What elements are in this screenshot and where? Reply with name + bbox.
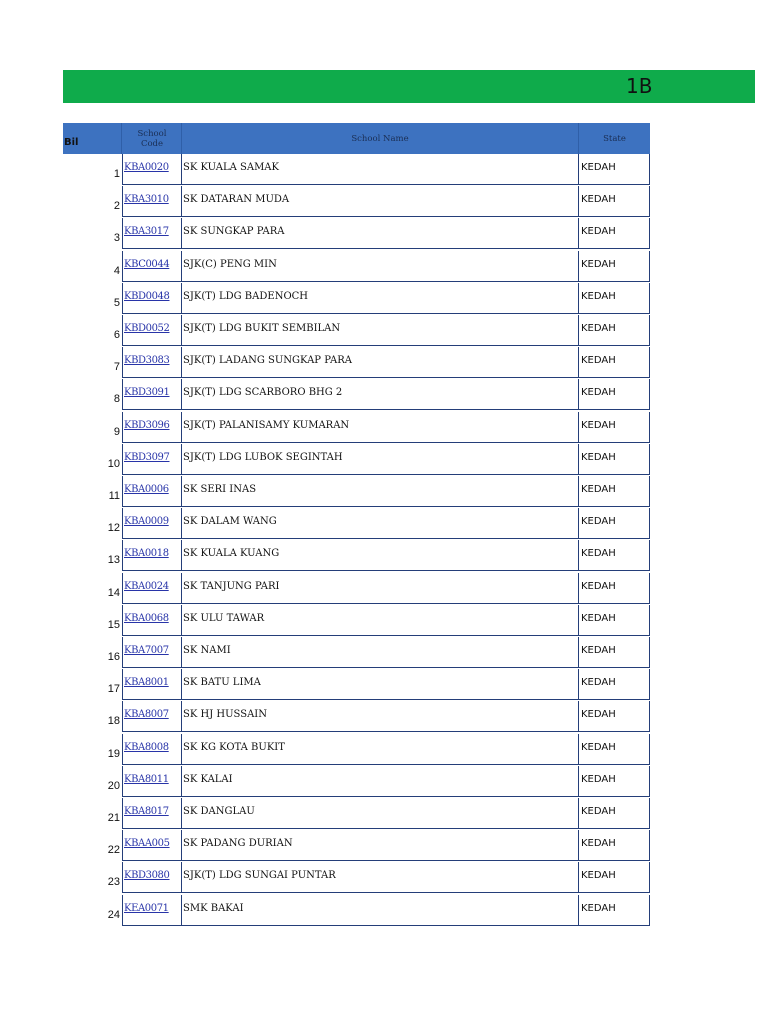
school-name-cell: SK SERI INAS	[181, 476, 579, 507]
school-code-link[interactable]: KBD3097	[124, 451, 170, 463]
school-name-cell: SJK(T) LDG LUBOK SEGINTAH	[181, 444, 579, 475]
table-row	[0, 186, 768, 218]
school-code-link[interactable]: KBC0044	[124, 258, 170, 270]
row-number: 21	[107, 812, 120, 824]
table-row	[0, 701, 768, 733]
table-row	[0, 347, 768, 379]
school-code-column-header	[122, 123, 182, 154]
state-cell: KEDAH	[578, 895, 650, 926]
table-row	[0, 637, 768, 669]
state-column-header: State	[603, 133, 626, 144]
school-name-cell: SK SUNGKAP PARA	[181, 218, 579, 249]
state-cell: KEDAH	[578, 251, 650, 282]
school-code-link[interactable]: KBD3091	[124, 387, 170, 399]
school-code-cell	[122, 766, 182, 797]
table-row	[0, 154, 768, 186]
state-cell: KEDAH	[578, 379, 650, 410]
table-row	[0, 251, 768, 283]
school-code-link[interactable]: KBA0006	[124, 484, 169, 495]
table-row	[0, 283, 768, 315]
state-cell: KEDAH	[578, 347, 650, 378]
row-number: 23	[107, 876, 120, 889]
state-cell: KEDAH	[578, 540, 650, 571]
header-divider	[578, 123, 579, 154]
school-name-cell: SK HJ HUSSAIN	[181, 701, 579, 732]
row-number: 18	[107, 715, 120, 728]
school-name-cell: SK BATU LIMA	[181, 669, 579, 700]
row-number: 24	[107, 908, 120, 921]
row-number: 9	[113, 425, 120, 438]
state-cell: KEDAH	[578, 218, 650, 249]
school-code-link[interactable]: KBA3010	[124, 194, 169, 206]
table-row	[0, 412, 768, 444]
table-row	[0, 605, 768, 637]
row-number: 5	[113, 296, 120, 309]
school-code-cell	[122, 830, 182, 861]
school-code-cell	[122, 251, 182, 282]
school-code-link[interactable]: KBD3083	[124, 355, 170, 367]
state-cell: KEDAH	[578, 830, 650, 861]
table-row	[0, 444, 768, 476]
state-cell: KEDAH	[578, 315, 650, 346]
school-code-cell	[122, 701, 182, 732]
school-code-link[interactable]: KBA3017	[124, 226, 169, 238]
school-code-cell	[122, 605, 182, 636]
school-code-cell	[122, 669, 182, 700]
state-cell: KEDAH	[578, 573, 650, 604]
state-cell: KEDAH	[578, 734, 650, 765]
row-number: 11	[108, 490, 120, 502]
school-code-cell	[122, 315, 182, 346]
row-number: 10	[107, 457, 120, 470]
state-cell: KEDAH	[578, 637, 650, 668]
state-cell: KEDAH	[578, 154, 650, 185]
table-row	[0, 798, 768, 830]
table-row	[0, 379, 768, 411]
school-code-link[interactable]: KBA8017	[124, 806, 169, 817]
school-name-cell: SJK(T) PALANISAMY KUMARAN	[181, 412, 579, 443]
school-name-cell: SK ULU TAWAR	[181, 605, 579, 636]
school-code-link[interactable]: KBA0018	[124, 548, 169, 560]
school-code-link[interactable]: KBA8008	[124, 741, 169, 753]
table-row	[0, 862, 768, 894]
school-code-cell	[122, 154, 182, 185]
state-cell: KEDAH	[578, 283, 650, 314]
school-code-cell	[122, 186, 182, 217]
state-cell: KEDAH	[578, 701, 650, 732]
state-cell: KEDAH	[578, 605, 650, 636]
school-name-cell: SK KG KOTA BUKIT	[181, 734, 579, 765]
school-name-cell: SJK(T) LDG SUNGAI PUNTAR	[181, 862, 579, 893]
school-name-cell: SK DALAM WANG	[181, 508, 579, 539]
school-code-cell	[122, 444, 182, 475]
table-row	[0, 830, 768, 862]
school-name-cell: SK TANJUNG PARI	[181, 573, 579, 604]
school-code-cell	[122, 476, 182, 507]
table-row	[0, 508, 768, 540]
school-name-cell: SJK(T) LDG BADENOCH	[181, 283, 579, 314]
state-cell: KEDAH	[578, 412, 650, 443]
school-code-cell	[122, 218, 182, 249]
row-number: 14	[107, 586, 120, 599]
school-name-cell: SJK(C) PENG MIN	[181, 251, 579, 282]
school-code-link[interactable]: KBD3080	[124, 870, 170, 882]
school-code-cell	[122, 508, 182, 539]
table-row	[0, 218, 768, 250]
school-code-link[interactable]: KBA0020	[124, 162, 169, 173]
school-name-cell: SK KALAI	[181, 766, 579, 797]
row-number: 8	[113, 393, 120, 406]
school-name-cell: SK DATARAN MUDA	[181, 186, 579, 217]
row-number: 6	[113, 329, 120, 341]
row-number: 19	[107, 747, 120, 760]
table-row	[0, 669, 768, 701]
row-number: 20	[107, 779, 120, 792]
header-divider	[181, 123, 182, 154]
school-code-cell	[122, 798, 182, 829]
state-cell: KEDAH	[578, 798, 650, 829]
row-number: 15	[107, 618, 120, 631]
school-code-link[interactable]: KBD0052	[124, 323, 170, 334]
school-code-link[interactable]: KBD0048	[124, 290, 170, 302]
school-code-cell	[122, 895, 182, 926]
school-code-cell	[122, 734, 182, 765]
row-number: 22	[107, 844, 120, 857]
row-number: 4	[113, 264, 120, 277]
row-number: 16	[107, 651, 120, 663]
school-code-cell	[122, 540, 182, 571]
row-number: 2	[113, 200, 120, 213]
school-code-link[interactable]: KBD3096	[124, 419, 170, 431]
table-row	[0, 476, 768, 508]
state-cell: KEDAH	[578, 766, 650, 797]
table-row	[0, 766, 768, 798]
bil-column-header: Bil	[64, 137, 79, 148]
table-row	[0, 315, 768, 347]
row-number: 12	[107, 522, 120, 535]
school-name-cell: SJK(T) LDG SCARBORO BHG 2	[181, 379, 579, 410]
row-number: 17	[107, 683, 120, 696]
school-name-cell: SK PADANG DURIAN	[181, 830, 579, 861]
school-code-link[interactable]: KBA0024	[124, 580, 169, 592]
row-number: 1	[113, 168, 120, 180]
state-cell: KEDAH	[578, 186, 650, 217]
table-row	[0, 895, 768, 927]
school-code-cell	[122, 412, 182, 443]
school-code-cell	[122, 573, 182, 604]
state-cell: KEDAH	[578, 508, 650, 539]
school-name-column-header: School Name	[351, 133, 409, 144]
school-code-link[interactable]: KBA0009	[124, 516, 169, 528]
school-name-cell: SK KUALA KUANG	[181, 540, 579, 571]
school-name-cell: SK NAMI	[181, 637, 579, 668]
row-number: 7	[113, 361, 120, 374]
school-name-cell: SK KUALA SAMAK	[181, 154, 579, 185]
state-cell: KEDAH	[578, 862, 650, 893]
school-code-link[interactable]: KBAA005	[124, 838, 170, 850]
school-code-link[interactable]: KBA8011	[124, 773, 169, 785]
school-code-cell	[122, 379, 182, 410]
school-code-link[interactable]: KBA0068	[124, 612, 169, 624]
sheet-title: 1B	[626, 74, 653, 98]
state-cell: KEDAH	[578, 669, 650, 700]
school-code-cell	[122, 862, 182, 893]
table-row	[0, 734, 768, 766]
school-code-header-line2: Code	[140, 138, 164, 149]
header-divider	[121, 123, 122, 154]
school-code-link[interactable]: KBA8001	[124, 677, 169, 689]
school-name-cell: SJK(T) LADANG SUNGKAP PARA	[181, 347, 579, 378]
school-code-cell	[122, 283, 182, 314]
school-code-cell	[122, 347, 182, 378]
row-number: 13	[107, 554, 120, 567]
table-row	[0, 540, 768, 572]
row-number: 3	[113, 232, 120, 245]
state-cell: KEDAH	[578, 476, 650, 507]
school-code-cell	[122, 637, 182, 668]
school-name-cell: SK DANGLAU	[181, 798, 579, 829]
school-code-link[interactable]: KEA0071	[124, 902, 169, 914]
state-cell: KEDAH	[578, 444, 650, 475]
table-row	[0, 573, 768, 605]
school-code-link[interactable]: KBA8007	[124, 709, 169, 721]
school-code-header-line1: School	[137, 128, 167, 139]
school-name-cell: SMK BAKAI	[181, 895, 579, 926]
school-code-link[interactable]: KBA7007	[124, 645, 169, 656]
school-name-cell: SJK(T) LDG BUKIT SEMBILAN	[181, 315, 579, 346]
